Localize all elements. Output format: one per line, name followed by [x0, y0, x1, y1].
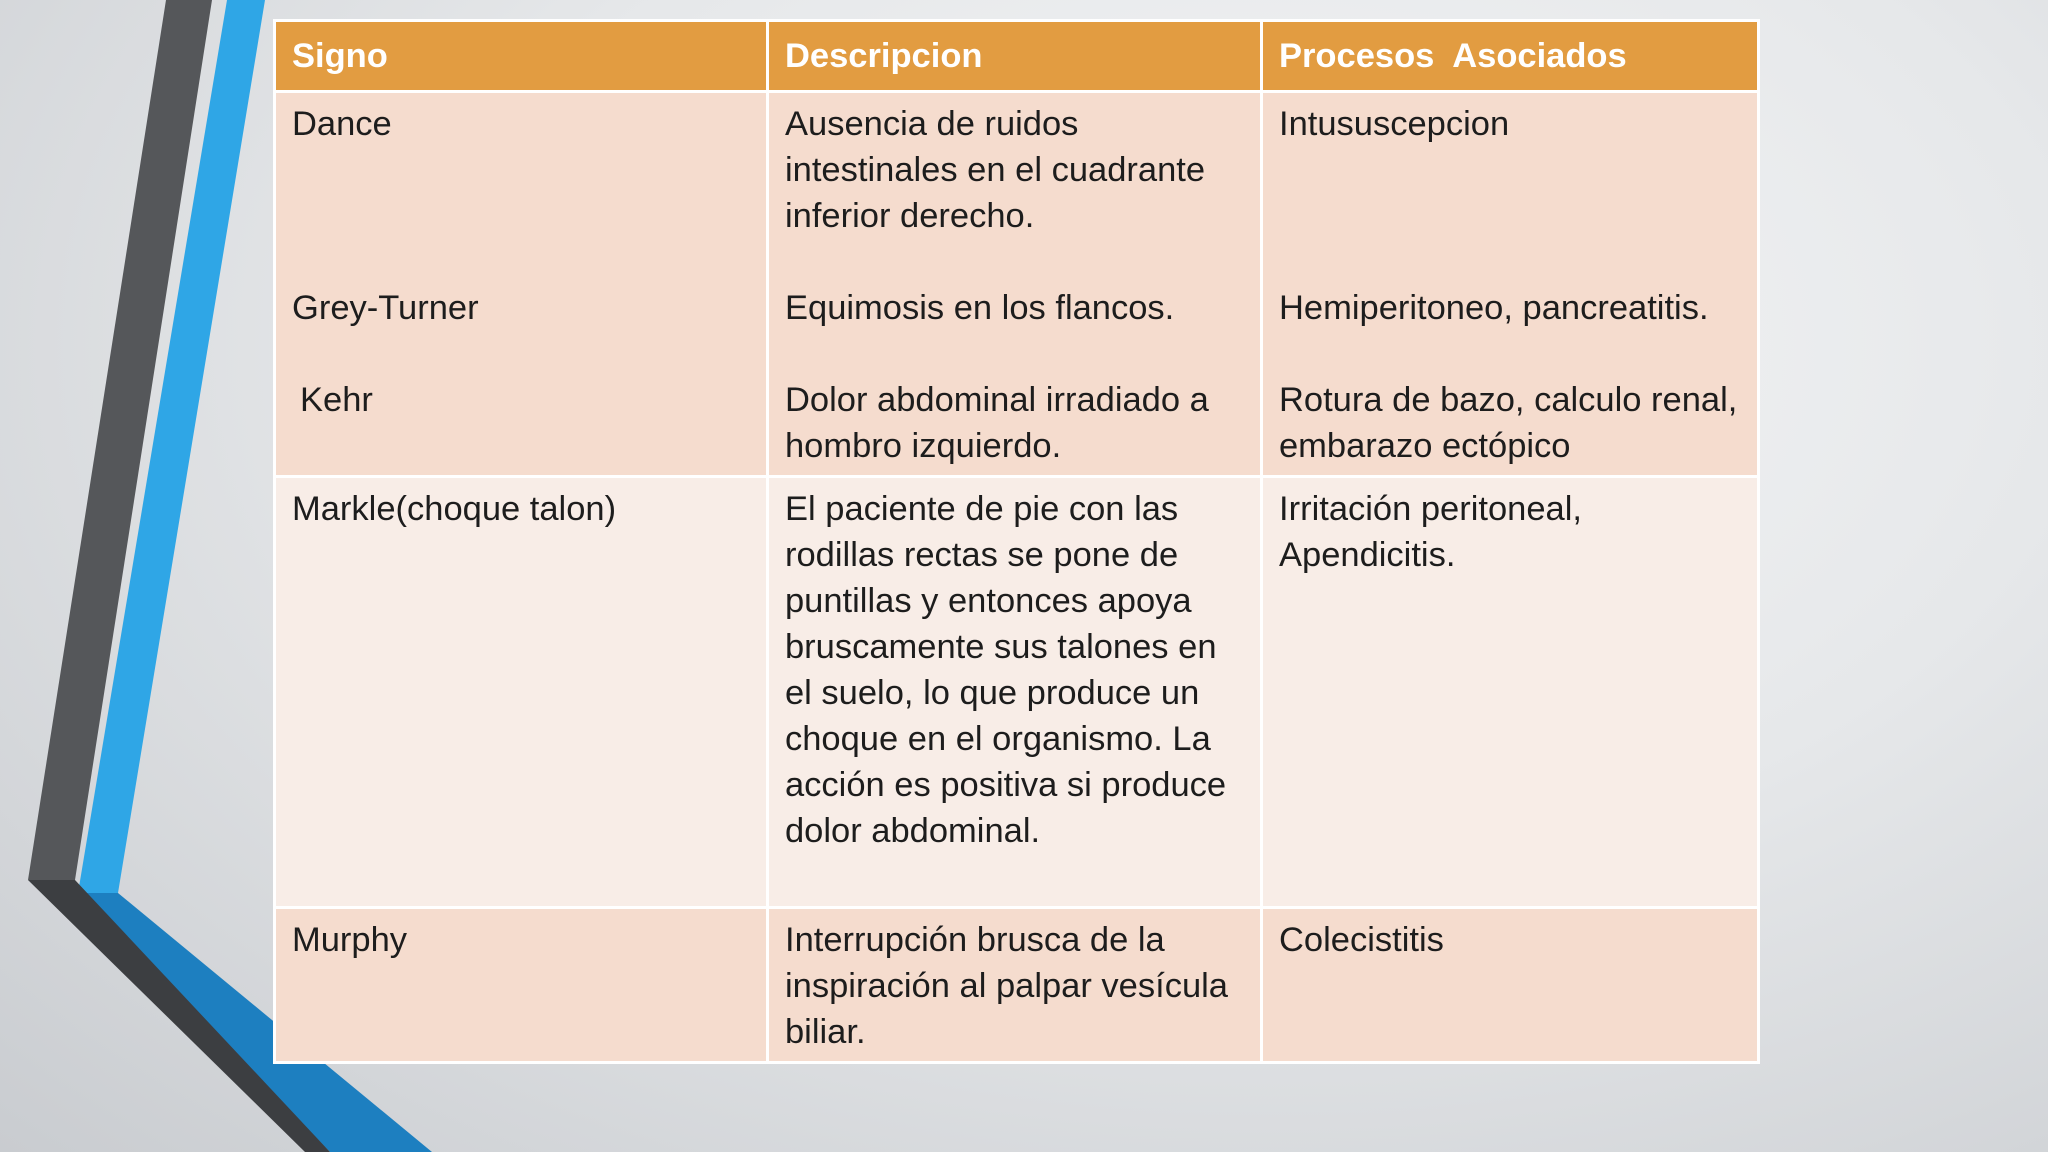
table-header-row: [275, 21, 1759, 92]
cell-descripcion: [768, 92, 1262, 477]
descripcion-markle: El paciente de pie con las rodillas rectas se pone de puntillas y entonces apoya bruscamente sus talones en el suelo, lo que produce un choque en el organismo. La acción es positiva si produce dolor abdominal.: [768, 477, 1262, 908]
header-descripcion: Descripcion: [768, 21, 1262, 92]
descripcion-dance: Ausencia de ruidos intestinales en el cuadrante inferior derecho.: [785, 105, 1206, 235]
descripcion-murphy: Interrupción brusca de la inspiración al palpar vesícula biliar.: [768, 908, 1262, 1063]
procesos-kehr: Rotura de bazo, calculo renal, embarazo ectópico: [1279, 381, 1738, 465]
procesos-murphy: Colecistitis: [1262, 908, 1759, 1063]
descripcion-kehr: Dolor abdominal irradiado a hombro izquierdo.: [785, 381, 1209, 465]
signo-kehr: Kehr: [300, 381, 373, 419]
table-row: [275, 477, 1759, 908]
header-signo: Signo: [275, 21, 768, 92]
signs-table: [273, 19, 1760, 1064]
signo-murphy: Murphy: [275, 908, 768, 1063]
table-row: [275, 92, 1759, 477]
table-row: [275, 908, 1759, 1063]
signo-grey-turner: Grey-Turner: [292, 289, 479, 327]
cell-procesos: [1262, 92, 1759, 477]
signo-markle: Markle(choque talon): [275, 477, 768, 908]
header-procesos: Procesos Asociados: [1262, 21, 1759, 92]
signo-dance: Dance: [292, 105, 392, 143]
procesos-grey-turner: Hemiperitoneo, pancreatitis.: [1279, 289, 1709, 327]
cell-signo: [275, 92, 768, 477]
procesos-dance: Intususcepcion: [1279, 105, 1510, 143]
descripcion-grey-turner: Equimosis en los flancos.: [785, 289, 1175, 327]
procesos-markle: Irritación peritoneal, Apendicitis.: [1262, 477, 1759, 908]
